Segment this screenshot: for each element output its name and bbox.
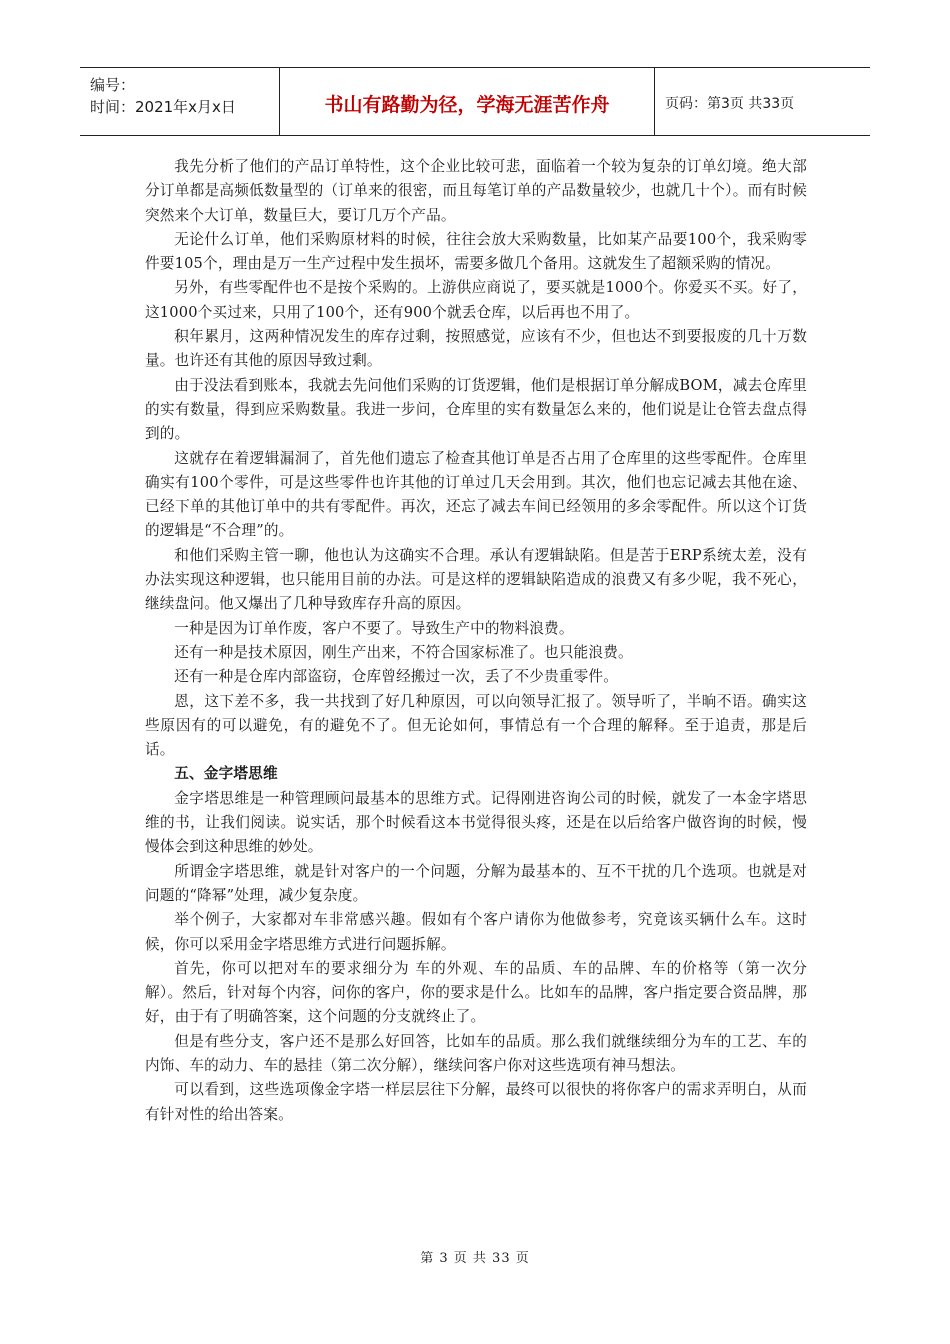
paragraph: 首先，你可以把对车的要求细分为 车的外观、车的品质、车的品牌、车的价格等（第一次分解）。然后，针对每个内容，问你的客户，你的要求是什么。比如车的品牌，客户指定要合资品牌，那好，由于有了明确答案，这个问题的分支就终止了。 — [145, 959, 807, 1026]
paragraph: 一种是因为订单作废，客户不要了。导致生产中的物料浪费。 — [174, 619, 574, 637]
paragraph: 还有一种是技术原因，刚生产出来，不符合国家标准了。也只能浪费。 — [174, 643, 633, 661]
header-meta — [80, 68, 280, 135]
section-heading: 五、金字塔思维 — [174, 765, 278, 783]
paragraph: 积年累月，这两种情况发生的库存过剩，按照感觉，应该有不少，但也达不到要报废的几十万数量。也许还有其他的原因导致过剩。 — [145, 328, 807, 370]
header-page-number: 页码：第3页 共33页 — [665, 95, 795, 112]
paragraph: 和他们采购主管一聊，他也认为这确实不合理。承认有逻辑缺陷。但是苦于ERP系统太差，没有办法实现这种逻辑，也只能用目前的办法。可是这样的逻辑缺陷造成的浪费又有多少呢，我不死心，继续盘问。他又爆出了几种导致库存升高的原因。 — [145, 546, 807, 613]
paragraph: 无论什么订单，他们采购原材料的时候，往往会放大采购数量，比如某产品要100个，我采购零件要105个，理由是万一生产过程中发生损坏，需要多做几个备用。这就发生了超额采购的情况。 — [145, 230, 807, 273]
paragraph: 另外，有些零配件也不是按个采购的。上游供应商说了，要买就是1000个。你爱买不买。好了，这1000个买过来，只用了100个，还有900个就丢仓库，以后再也不用了。 — [145, 279, 807, 321]
paragraph: 还有一种是仓库内部盗窃，仓库曾经搬过一次，丢了不少贵重零件。 — [174, 668, 619, 686]
page-footer: 第 3 页 共 33 页 — [420, 1251, 530, 1266]
paragraph: 金字塔思维是一种管理顾问最基本的思维方式。记得刚进咨询公司的时候，就发了一本金字塔思维的书，让我们阅读。说实话，那个时候看这本书觉得很头疼，还是在以后给客户做咨询的时候，慢慢体会到这种思维的妙处。 — [145, 789, 807, 856]
paragraph: 恩，这下差不多，我一共找到了好几种原因，可以向领导汇报了。领导听了，半晌不语。确实这些原因有的可以避免，有的避免不了。但无论如何，事情总有一个合理的解释。至于追责，那是后话。 — [145, 692, 807, 759]
paragraph: 我先分析了他们的产品订单特性，这个企业比较可悲，面临着一个较为复杂的订单幻境。绝大部分订单都是高频低数量型的（订单来的很密，而且每笔订单的产品数量较少，也就几十个）。而有时候突然来个大订单，数量巨大，要订几万个产品。 — [145, 158, 807, 224]
paragraph: 由于没法看到账本，我就去先问他们采购的订货逻辑，他们是根据订单分解成BOM，减去仓库里的实有数量，得到应采购数量。我进一步问，仓库里的实有数量怎么来的，他们说是让仓管去盘点得到的。 — [145, 376, 807, 443]
page-header — [80, 67, 870, 136]
document-number-label: 编号： — [90, 76, 136, 94]
paragraph: 这就存在着逻辑漏洞了，首先他们遗忘了检查其他订单是否占用了仓库里的这些零配件。仓库里确实有100个零件，可是这些零件也许其他的订单过几天会用到。其次，他们也忘记减去其他在途、已经下单的其他订单中的共有零配件。再次，还忘了减去车间已经领用的多余零配件。所以这个订货的逻辑是“不合理”的。 — [145, 449, 807, 540]
paragraph: 举个例子，大家都对车非常感兴趣。假如有个客户请你为他做参考，究竟该买辆什么车。这时候，你可以采用金字塔思维方式进行问题拆解。 — [145, 911, 807, 953]
document-date: 时间：2021年x月x日 — [90, 98, 236, 116]
paragraph: 但是有些分支，客户还不是那么好回答，比如车的品质。那么我们就继续细分为车的工艺、车的内饰、车的动力、车的悬挂（第二次分解），继续问客户你对这些选项有神马想法。 — [145, 1032, 807, 1074]
header-motto: 书山有路勤为径，学海无涯苦作舟 — [280, 68, 655, 135]
paragraph: 所谓金字塔思维，就是针对客户的一个问题，分解为最基本的、互不干扰的几个选项。也就是对问题的“降幂”处理，减少复杂度。 — [145, 862, 807, 904]
document-body — [145, 155, 807, 1127]
paragraph: 可以看到，这些选项像金字塔一样层层往下分解，最终可以很快的将你客户的需求弄明白，从而有针对性的给出答案。 — [145, 1081, 807, 1123]
